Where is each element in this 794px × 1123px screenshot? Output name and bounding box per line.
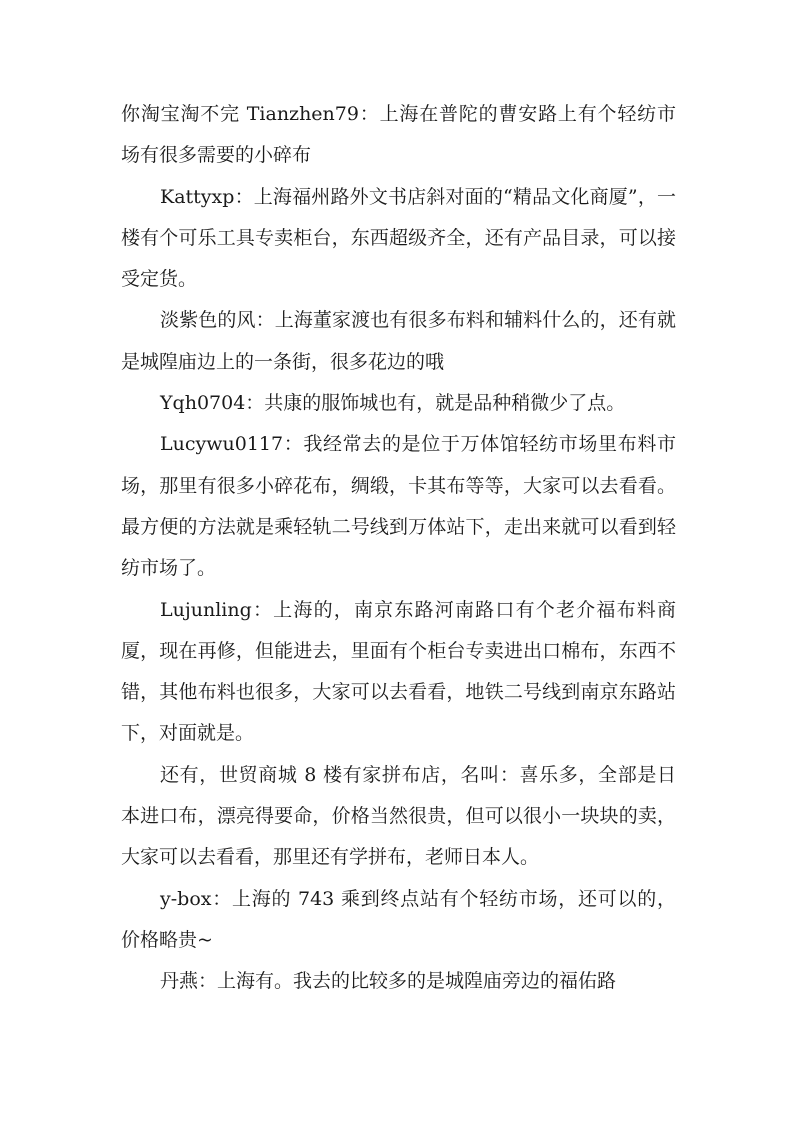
paragraph-shimao: 还有，世贸商城 8 楼有家拼布店，名叫：喜乐多，全部是日本进口布，漂亮得要命，价格当然很贵，但可以很小一块块的卖，大家可以去看看，那里还有学拼布，老师日本人。 [121,763,676,869]
paragraph-danzise: 淡紫色的风：上海董家渡也有很多布料和辅料什么的，还有就是城隍庙边上的一条街，很多花边的哦 [121,309,676,373]
document-page [121,94,676,1003]
paragraph-ybox: y-box：上海的 743 乘到终点站有个轻纺市场，还可以的，价格略贵~ [121,887,676,951]
paragraph-lucywu0117: Lucywu0117：我经常去的是位于万体馆轻纺市场里布料市场，那里有很多小碎花布，绸缎，卡其布等等，大家可以去看看。最方便的方法就是乘轻轨二号线到万体站下，走出来就可以看到轻纺市场了。 [121,433,676,580]
paragraph-yqh0704: Yqh0704：共康的服饰城也有，就是品种稍微少了点。 [160,392,626,415]
paragraph-kattyxp: Kattyxp：上海福州路外文书店斜对面的“精品文化商厦”，一楼有个可乐工具专卖柜台，东西超级齐全，还有产品目录，可以接受定货。 [121,185,676,291]
paragraph-danyan: 丹燕：上海有。我去的比较多的是城隍庙旁边的福佑路 [160,970,617,993]
paragraph-tianzhen79: 你淘宝淘不完 Tianzhen79：上海在普陀的曹安路上有个轻纺市场有很多需要的小碎布 [121,103,676,167]
paragraph-lujunling: Lujunling：上海的，南京东路河南路口有个老介福布料商厦，现在再修，但能进去，里面有个柜台专卖进出口棉布，东西不错，其他布料也很多，大家可以去看看，地铁二号线到南京东路站下，对面就是。 [121,598,676,745]
